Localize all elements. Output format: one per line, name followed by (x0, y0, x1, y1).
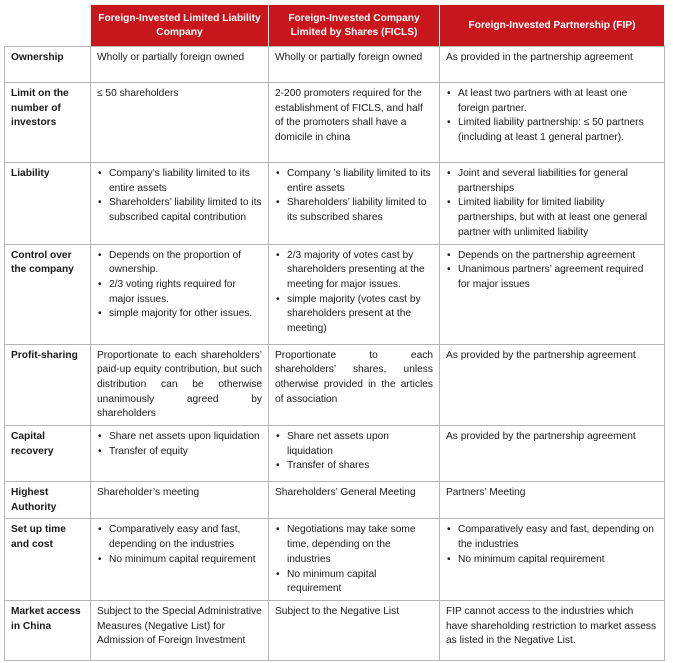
row-header: Profit-sharing (5, 344, 91, 426)
cell-fillc (91, 426, 269, 482)
bullet-item: • No minimum capital requirement (275, 568, 433, 597)
cell-fip (440, 244, 665, 344)
row-header: Highest Authority (5, 482, 91, 519)
cell-text: Proportionate to each shareholders’ shares, unless otherwise provided in the articles of association (275, 349, 433, 405)
cell-ficls (269, 83, 440, 163)
cell-text: ≤ 50 shareholders (97, 88, 179, 99)
bullet-item: • Share net assets upon liquidation (275, 430, 433, 459)
row-header: Limit on the number of investors (5, 83, 91, 163)
table-row (5, 163, 665, 245)
cell-ficls (269, 47, 440, 83)
bullet-list (275, 249, 433, 337)
cell-ficls (269, 600, 440, 660)
row-header: Ownership (5, 47, 91, 83)
row-header: Market access in China (5, 600, 91, 660)
header-row (5, 5, 665, 47)
cell-text: Subject to the Special Administrative Measures (Negative List) for Admission of Foreign Investment (97, 605, 262, 647)
cell-fip (440, 426, 665, 482)
bullet-item: • Negotiations may take some time, depending on the industries (275, 523, 433, 567)
cell-text: As provided by the partnership agreement (446, 349, 636, 361)
cell-fip (440, 163, 665, 245)
cell-fillc (91, 163, 269, 245)
bullet-item: • Limited liability partnership: ≤ 50 partners (including at least 1 general partner). (446, 116, 658, 145)
row-header: Control over the company (5, 244, 91, 344)
bullet-item: • Depends on the proportion of ownership. (97, 249, 262, 278)
table-row (5, 47, 665, 83)
cell-text: Shareholder’s meeting (97, 487, 200, 499)
bullet-item: • Limited liability for limited liability partnerships, but with at least one general partner with unlimited liability (446, 196, 658, 240)
cell-fillc (91, 482, 269, 519)
bullet-item: • simple majority for other issues. (97, 307, 262, 322)
table-row (5, 482, 665, 519)
cell-text: FIP cannot access to the industries which have shareholding restriction to market assess as listed in the Negative List. (446, 605, 657, 647)
cell-fillc (91, 519, 269, 601)
bullet-list (97, 430, 262, 459)
bullet-list (446, 249, 658, 293)
bullet-item: • 2/3 majority of votes cast by shareholders presenting at the meeting for major issues. (275, 249, 433, 293)
header-corner (5, 5, 91, 47)
bullet-list (446, 87, 658, 146)
comparison-table-container (4, 4, 665, 661)
bullet-list (275, 167, 433, 226)
bullet-item: • Joint and several liabilities for general partnerships (446, 167, 658, 196)
cell-text: Wholly or partially foreign owned (97, 52, 245, 63)
bullet-list (275, 430, 433, 474)
cell-text: Partners’ Meeting (446, 487, 526, 499)
bullet-list (275, 523, 433, 597)
cell-text: Shareholders’ General Meeting (275, 487, 416, 499)
bullet-item: • Company’s liability limited to its entire assets (97, 167, 262, 196)
cell-ficls (269, 344, 440, 426)
column-header-fillc: Foreign-Invested Limited Liability Company (91, 5, 269, 47)
bullet-item: • Company ’s liability limited to its entire assets (275, 167, 433, 196)
cell-fip (440, 83, 665, 163)
table-row (5, 344, 665, 426)
cell-ficls (269, 426, 440, 482)
cell-fip (440, 519, 665, 601)
cell-text: Subject to the Negative List (275, 605, 400, 617)
cell-text: As provided by the partnership agreement (446, 431, 636, 443)
bullet-list (446, 167, 658, 241)
table-body (5, 47, 665, 661)
cell-fillc (91, 244, 269, 344)
cell-fillc (91, 600, 269, 660)
cell-ficls (269, 163, 440, 245)
cell-ficls (269, 244, 440, 344)
bullet-item: • No minimum capital requirement (97, 553, 262, 568)
table-row (5, 426, 665, 482)
cell-fillc (91, 83, 269, 163)
bullet-item: • No minimum capital requirement (446, 553, 658, 568)
row-header: Liability (5, 163, 91, 245)
table-row (5, 519, 665, 601)
bullet-list (97, 167, 262, 226)
cell-fillc (91, 344, 269, 426)
bullet-item: • simple majority (votes cast by shareholders present at the meeting) (275, 293, 433, 337)
bullet-item: • Shareholders’ liability limited to its subscribed capital contribution (97, 196, 262, 225)
table-row (5, 600, 665, 660)
comparison-table (4, 4, 665, 661)
cell-fillc (91, 47, 269, 83)
cell-text: Proportionate to each shareholders’ paid-up equity contribution, but such distribution can be otherwise unanimously agreed by shareholders (97, 349, 262, 420)
row-header: Set up time and cost (5, 519, 91, 601)
bullet-item: • Depends on the partnership agreement (446, 249, 658, 264)
bullet-item: • Comparatively easy and fast, depending on the industries (97, 523, 262, 552)
bullet-item: • 2/3 voting rights required for major issues. (97, 278, 262, 307)
cell-fip (440, 47, 665, 83)
bullet-item: • At least two partners with at least one foreign partner. (446, 87, 658, 116)
cell-fip (440, 600, 665, 660)
bullet-item: • Transfer of equity (97, 445, 262, 460)
column-header-ficls: Foreign-Invested Company Limited by Shares (FICLS) (269, 5, 440, 47)
cell-text: 2-200 promoters required for the establishment of FICLS, and half of the promoters shall have a domicile in china (275, 88, 423, 144)
table-row (5, 83, 665, 163)
cell-text: As provided in the partnership agreement (446, 52, 633, 63)
column-header-fip: Foreign-Invested Partnership (FIP) (440, 5, 665, 47)
bullet-list (446, 523, 658, 567)
row-header: Capital recovery (5, 426, 91, 482)
bullet-item: • Transfer of shares (275, 459, 433, 474)
cell-fip (440, 344, 665, 426)
bullet-item: • Comparatively easy and fast, depending on the industries (446, 523, 658, 552)
cell-text: Wholly or partially foreign owned (275, 52, 423, 63)
cell-fip (440, 482, 665, 519)
bullet-list (97, 523, 262, 567)
cell-ficls (269, 519, 440, 601)
bullet-item: • Shareholders’ liability limited to its subscribed shares (275, 196, 433, 225)
bullet-list (97, 249, 262, 323)
table-row (5, 244, 665, 344)
bullet-item: • Share net assets upon liquidation (97, 430, 262, 445)
cell-ficls (269, 482, 440, 519)
bullet-item: • Unanimous partners’ agreement required for major issues (446, 263, 658, 292)
